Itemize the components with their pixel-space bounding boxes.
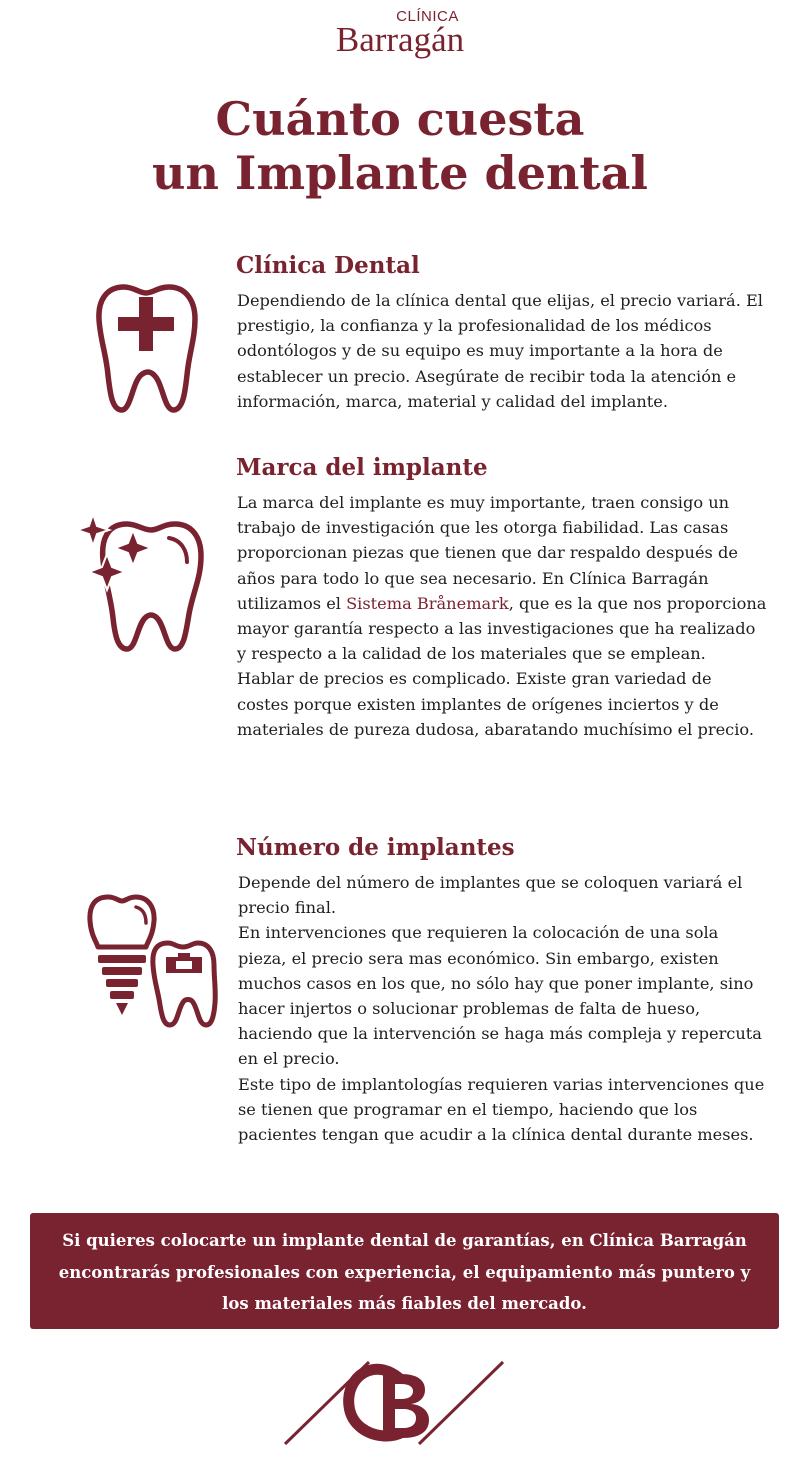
page-title <box>0 92 800 200</box>
cta-line-2: encontrarás profesionales con experiencia, el equipamiento más puntero y <box>58 1262 751 1282</box>
title-line-2: un Implante dental <box>152 146 648 200</box>
paragraph: Hablar de precios es complicado. Existe gran variedad de costes porque existen implantes de orígenes inciertos y de materiales de pureza dudosa, abaratando muchísimo el precio. <box>237 669 755 739</box>
section-heading-numero-implantes: Número de implantes <box>236 834 515 861</box>
text-segment: , que es la que nos proporciona mayor garantía respecto a las investigaciones que ha realizado y respecto a la calidad de los materiales que se emplean. <box>237 593 767 664</box>
brand-name: Barragán <box>335 20 465 59</box>
paragraph: Este tipo de implantologías requieren varias intervenciones que se tienen que programar en el tiempo, haciendo que los pacientes tengan que acudir a la clínica dental durante meses. <box>238 1074 765 1145</box>
cta-line-1: Si quieres colocarte un implante dental de garantías, en Clínica Barragán <box>62 1231 747 1250</box>
paragraph: Depende del número de implantes que se coloquen variará el precio final. <box>238 873 743 918</box>
section-heading-clinica-dental: Clínica Dental <box>236 252 420 279</box>
section-text-marca-implante <box>237 490 767 742</box>
title-line-1: Cuánto cuesta <box>215 92 585 146</box>
section-text-clinica-dental <box>237 288 767 414</box>
tooth-sparkle-icon <box>77 512 207 654</box>
dental-implant-icon <box>86 893 218 1031</box>
cta-banner <box>30 1213 779 1329</box>
text-segment: La marca del implante es muy importante, traen consigo un trabajo de investigación que les otorga fiabilidad. Las casas proporcionan piezas que tienen que dar respaldo después de años para todo lo que sea necesario. En Clínica Barragán utilizamos el <box>237 493 738 613</box>
tooth-cross-icon <box>94 283 199 415</box>
paragraph: Dependiendo de la clínica dental que elijas, el precio variará. El prestigio, la confianza y la profesionalidad de los médicos odontólogos y de su equipo es muy importante a la hora de establecer un precio. Asegúrate de recibir toda la atención e información, marca, material y calidad del implante. <box>237 291 763 411</box>
clinic-monogram-logo[interactable] <box>283 1360 505 1446</box>
brand-label-clinica: CLÍNICA <box>396 8 459 25</box>
section-heading-marca-implante: Marca del implante <box>236 454 488 481</box>
paragraph <box>237 490 767 666</box>
cta-line-3: los materiales más fiables del mercado. <box>222 1294 587 1313</box>
paragraph: En intervenciones que requieren la colocación de una sola pieza, el precio sera mas económico. Sin embargo, existen muchos casos en los que, no sólo hay que poner implante, sino hacer injertos o solucionar problemas de falta de hueso, haciendo que la intervención se haga más compleja y repercuta en el precio. <box>238 923 762 1069</box>
sistema-branemark-link[interactable]: Sistema Brånemark <box>346 593 509 613</box>
section-text-numero-implantes <box>238 870 768 1147</box>
clinic-logo[interactable] <box>0 8 800 58</box>
